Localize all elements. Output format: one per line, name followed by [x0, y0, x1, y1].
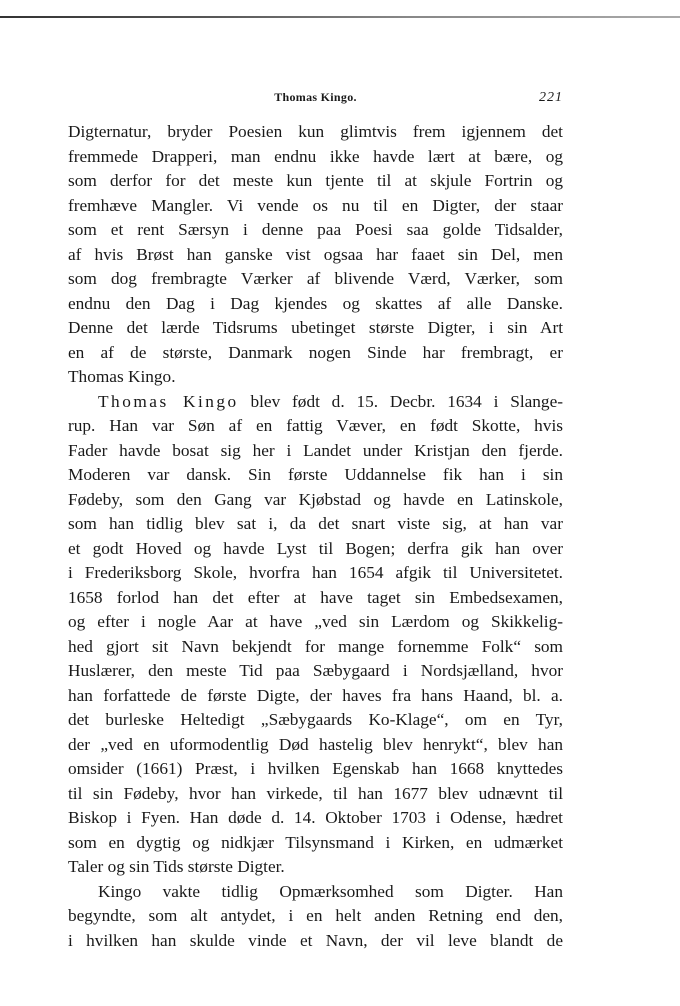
- paragraph: [68, 218, 563, 243]
- paragraph: [68, 708, 563, 733]
- text-line: blev født d. 15. Decbr. 1634 i Slange-: [238, 391, 563, 411]
- paragraph: [68, 733, 563, 758]
- paragraph: [68, 659, 563, 684]
- text-line: det burleske Heltedigt „Sæbygaards Ko-Klage“, om en Tyr,: [68, 710, 563, 729]
- running-title: Thomas Kingo.: [274, 90, 357, 104]
- text-line: Denne det lærde Tidsrums ubetinget største Digter, i sin Art: [68, 318, 563, 337]
- text-line: han forfattede de første Digte, der haves fra hans Haand, bl. a.: [68, 685, 563, 705]
- text-line: som dog frembragte Værker af blivende Værd, Værker, som: [68, 269, 563, 288]
- text-line: omsider (1661) Præst, i hvilken Egenskab han 1668 knyttedes: [68, 759, 563, 778]
- text-line: et godt Hoved og havde Lyst til Bogen; derfra gik han over: [68, 538, 563, 558]
- text-line: Fader havde bosat sig her i Landet under Kristjan den fjerde.: [68, 440, 563, 460]
- paragraph: [68, 120, 563, 145]
- text-line: Moderen var dansk. Sin første Uddannelse fik han i sin: [68, 465, 563, 484]
- paragraph: [68, 145, 563, 170]
- paragraph: [68, 782, 563, 807]
- paragraph: [68, 414, 563, 439]
- paragraph: [68, 537, 563, 562]
- paragraph: [68, 512, 563, 537]
- text-line: rup. Han var Søn af en fattig Væver, en født Skotte, hvis: [68, 416, 563, 435]
- paragraph: [68, 684, 563, 709]
- text-line: Digternatur, bryder Poesien kun glimtvis frem igjennem det: [68, 122, 563, 141]
- text-line: 1658 forlod han det efter at have taget sin Embedsexamen,: [68, 587, 563, 607]
- paragraph: [68, 488, 563, 513]
- paragraph: [68, 757, 563, 782]
- paragraph: [68, 586, 563, 611]
- paragraph: [68, 831, 563, 856]
- text-line: af hvis Brøst han ganske vist ogsaa har faaet sin Del, men: [68, 244, 563, 264]
- text-line: Fødeby, som den Gang var Kjøbstad og havde en Latinskole,: [68, 489, 563, 509]
- text-line: hed gjort sit Navn bekjendt for mange fornemme Folk“ som: [68, 636, 563, 656]
- body-text: [68, 120, 563, 953]
- text-line: en af de største, Danmark nogen Sinde har frembragt, er: [68, 342, 563, 362]
- paragraph: [68, 341, 563, 366]
- paragraph: [68, 855, 563, 880]
- paragraph: [68, 267, 563, 292]
- text-line: som en dygtig og nidkjær Tilsynsmand i Kirken, en udmærket: [68, 832, 563, 852]
- paragraph: [68, 365, 563, 390]
- text-line: fremmede Drapperi, man endnu ikke havde lært at bære, og: [68, 146, 563, 166]
- paragraph: [68, 169, 563, 194]
- paragraph: [68, 292, 563, 317]
- name-spaced: Thomas Kingo: [98, 391, 239, 411]
- text-line: i Frederiksborg Skole, hvorfra han 1654 afgik til Universitetet.: [68, 563, 563, 582]
- paragraph: [68, 463, 563, 488]
- text-line: Thomas Kingo.: [68, 367, 176, 386]
- paragraph: [68, 904, 563, 929]
- paragraph: [68, 610, 563, 635]
- paragraph: [68, 439, 563, 464]
- paragraph: [68, 194, 563, 219]
- text-line: begyndte, som alt antydet, i en helt anden Retning end den,: [68, 906, 563, 925]
- paragraph: [68, 316, 563, 341]
- text-line: som derfor for det meste kun tjente til at skjule Fortrin og: [68, 171, 563, 190]
- paragraph: [68, 243, 563, 268]
- text-line: Kingo vakte tidlig Opmærksomhed som Digter. Han: [98, 881, 563, 901]
- paragraph: [68, 635, 563, 660]
- text-line: til sin Fødeby, hvor han virkede, til han 1677 blev udnævnt til: [68, 783, 563, 803]
- paragraph: [68, 561, 563, 586]
- paragraph: [68, 390, 563, 415]
- text-line: fremhæve Mangler. Vi vende os nu til en Digter, der staar: [68, 195, 563, 215]
- page-header: [68, 90, 563, 110]
- text-line: Biskop i Fyen. Han døde d. 14. Oktober 1703 i Odense, hædret: [68, 808, 563, 827]
- paragraph: [68, 806, 563, 831]
- text-line: som et rent Særsyn i denne paa Poesi saa golde Tidsalder,: [68, 220, 563, 239]
- text-line: der „ved en uformodentlig Død hastelig blev henrykt“, blev han: [68, 734, 563, 754]
- page-number: 221: [539, 90, 563, 105]
- text-line: endnu den Dag i Dag kjendes og skattes af alle Danske.: [68, 293, 563, 313]
- page-top-edge: [0, 16, 680, 18]
- paragraph: [68, 880, 563, 905]
- text-line: og efter i nogle Aar at have „ved sin Lærdom og Skikkelig-: [68, 612, 563, 631]
- text-line: som han tidlig blev sat i, da det snart viste sig, at han var: [68, 514, 563, 533]
- text-line: Taler og sin Tids største Digter.: [68, 857, 285, 876]
- paragraph: [68, 929, 563, 954]
- text-line: i hvilken han skulde vinde et Navn, der vil leve blandt de: [68, 930, 563, 950]
- text-line: Huslærer, den meste Tid paa Sæbygaard i Nordsjælland, hvor: [68, 661, 563, 680]
